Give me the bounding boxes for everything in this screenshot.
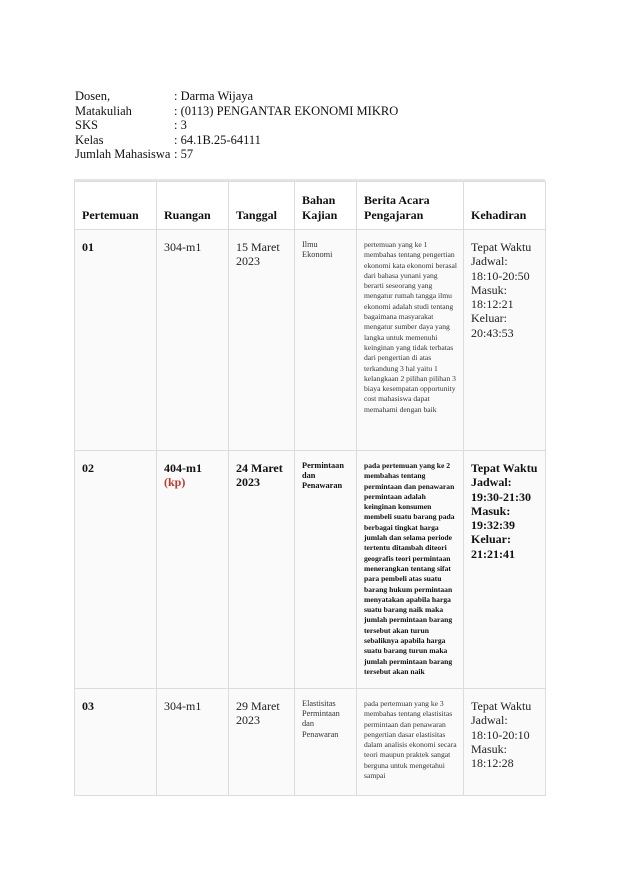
report-cell: pada pertemuan yang ke 3 membahas tentang elastisitas permintaan dan penawaran pengertian dasar elastisitas dalam analisis ekonomi secara teori maupun praktek sangat berguna untuk mengetahui sampai <box>357 689 464 796</box>
attendance-check-out: Keluar: 20:43:53 <box>471 311 514 340</box>
topic-cell: Ilmu Ekonomi <box>295 230 357 451</box>
lecture-log-table <box>74 181 546 796</box>
table-row <box>75 451 546 689</box>
attendance-status: Tepat Waktu <box>471 461 538 475</box>
room-note: (kp) <box>164 475 186 490</box>
topic-cell: Permintaan dan Penawaran <box>295 451 357 689</box>
class-row <box>75 133 398 148</box>
topic-cell: Elastisitas Permintaan dan Penawaran <box>295 689 357 796</box>
course-row <box>75 104 398 119</box>
table-header-row <box>75 182 546 230</box>
meeting-number: 02 <box>75 451 157 689</box>
course-label: Matakuliah <box>75 103 132 118</box>
course-info <box>75 89 398 162</box>
meeting-number: 03 <box>75 689 157 796</box>
room-cell <box>157 230 229 451</box>
course-value: : (0113) PENGANTAR EKONOMI MIKRO <box>174 103 399 118</box>
header-topic: Bahan Kajian <box>295 182 357 230</box>
report-cell: pertemuan yang ke 1 membahas tentang pengertian ekonomi kata ekonomi berasal dari bahasa yunani yang berarti seseorang yang mengatur rumah tangga ilmu ekonomi adalah studi tentang bagaimana masyarakat mengatur sumber daya yang langka untuk memenuhi keinginan yang tidak terbatas dari pengertian di atas terkandung 3 hal yaitu 1 kelangkaan 2 pilihan pilihan 3 biaya kesempatan opportunity cost mahasiswa dapat memahami dengan baik <box>357 230 464 451</box>
attendance-schedule: Jadwal: 18:10-20:50 <box>471 254 530 283</box>
credits-value: : 3 <box>174 118 187 133</box>
attendance-status: Tepat Waktu <box>471 699 532 713</box>
attendance-check-in: Masuk: 18:12:28 <box>471 741 514 771</box>
lecture-log-table-wrapper <box>74 179 545 796</box>
meeting-number: 01 <box>75 230 157 451</box>
table-row <box>75 230 546 451</box>
report-cell: pada pertemuan yang ke 2 membahas tentang permintaan dan penawaran permintaan adalah keinginan konsumen membeli suatu barang pada berbagai tingkat harga jumlah dan selama periode tertentu ditambah diteori geografis teori permintaan menerangkan tentang sifat para pembeli atas suatu barang hukum permintaan menyatakan apabila harga suatu barang naik maka jumlah permintaan barang tersebut akan turun sebaliknya apabila harga suatu barang turun maka jumlah permintaan barang tersebut akan naik <box>357 451 464 689</box>
room-cell <box>157 689 229 796</box>
attendance-cell <box>464 689 546 796</box>
table-row <box>75 689 546 796</box>
class-label: Kelas <box>75 132 104 147</box>
credits-label: SKS <box>75 118 98 133</box>
students-label: Jumlah Mahasiswa <box>75 147 171 162</box>
room: 304-m1 <box>164 240 202 254</box>
date-cell: 24 Maret 2023 <box>229 451 295 689</box>
attendance-check-in: Masuk: 18:12:21 <box>471 282 514 312</box>
attendance-cell <box>464 451 546 689</box>
credits-row <box>75 118 398 133</box>
lecturer-value: : Darma Wijaya <box>174 89 254 103</box>
attendance-schedule: Jadwal: 18:10-20:10 <box>471 713 530 742</box>
header-meeting: Pertemuan <box>75 182 157 230</box>
attendance-check-in: Masuk: 19:32:39 <box>471 503 515 533</box>
date-cell: 29 Maret 2023 <box>229 689 295 796</box>
lecturer-label: Dosen, <box>75 89 111 103</box>
room-cell <box>157 451 229 689</box>
lecturer-row <box>75 89 398 104</box>
header-room: Ruangan <box>157 182 229 230</box>
date-cell: 15 Maret 2023 <box>229 230 295 451</box>
students-value: : 57 <box>174 147 194 162</box>
attendance-status: Tepat Waktu <box>471 240 532 254</box>
students-row <box>75 147 398 162</box>
attendance-schedule: Jadwal: 19:30-21:30 <box>471 475 531 504</box>
room: 404-m1 <box>164 461 202 475</box>
header-date: Tanggal <box>229 182 295 230</box>
header-attendance: Kehadiran <box>464 182 546 230</box>
attendance-check-out: Keluar: 21:21:41 <box>471 532 515 561</box>
class-value: : 64.1B.25-64111 <box>174 132 261 147</box>
header-report: Berita Acara Pengajaran <box>357 182 464 230</box>
attendance-cell <box>464 230 546 451</box>
room: 304-m1 <box>164 699 202 713</box>
